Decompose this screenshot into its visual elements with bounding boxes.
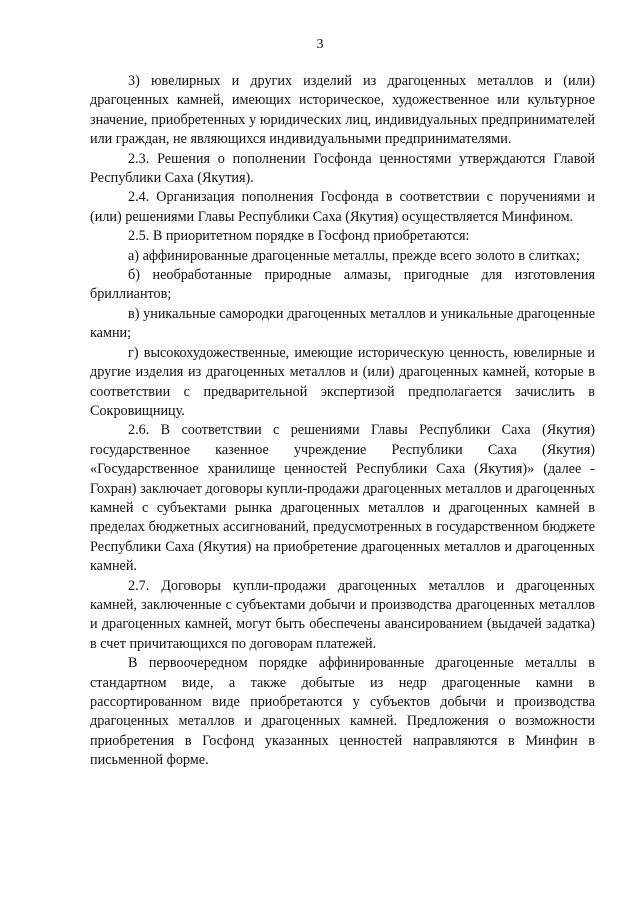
paragraph-2-6: 2.6. В соответствии с решениями Главы Республики Саха (Якутия) государственное казенное учреждение Республики Саха (Якутия) «Государственное хранилище ценностей Республики Саха (Якутия)» (далее - Гохран) заключает договоры купли-продажи драгоценных металлов и драгоценных камней с субъектами рынка драгоценных металлов и драгоценных камней в пределах бюджетных ассигнований, предусмотренных в государственном бюджете Республики Саха (Якутия) на приобретение драгоценных металлов и драгоценных камней. <box>90 422 595 575</box>
list-item-v: в) уникальные самородки драгоценных металлов и уникальные драгоценные камни; <box>90 305 595 342</box>
paragraph-2-3: 2.3. Решения о пополнении Госфонда ценностями утверждаются Главой Республики Саха (Якутия). <box>90 150 595 187</box>
list-item-b: б) необработанные природные алмазы, пригодные для изготовления бриллиантов; <box>90 267 595 303</box>
paragraph-2-7: 2.7. Договоры купли-продажи драгоценных металлов и драгоценных камней, заключенные с субъектами добычи и производства драгоценных металлов и драгоценных камней, могут быть обеспечены авансированием (выдачей задатка) в счет причитающихся по договорам платежей. <box>90 577 595 652</box>
paragraph-priority-purchase: В первоочередном порядке аффинированные драгоценные металлы в стандартном виде, а также добытые из недр драгоценные камни в рассортированном виде приобретаются у субъектов добычи и производства драгоценных металлов и драгоценных камней. Предложения о возможности приобретения в Госфонд указанных ценностей направляются в Минфин в письменной форме. <box>90 655 595 769</box>
paragraph-2-4: 2.4. Организация пополнения Госфонда в соответствии с поручениями и (или) решениями Главы Республики Саха (Якутия) осуществляется Минфином. <box>90 189 595 225</box>
list-item-a: а) аффинированные драгоценные металлы, прежде всего золото в слитках; <box>128 247 580 264</box>
list-item-g: г) высокохудожественные, имеющие историческую ценность, ювелирные и другие изделия из драгоценных металлов и (или) драгоценных камней, которые в соответствии с предварительной экспертизой предполагается зачислить в Сокровищницу. <box>90 344 595 419</box>
document-body <box>90 72 595 771</box>
page-number: 3 <box>316 37 324 52</box>
paragraph-item-3: 3) ювелирных и других изделий из драгоценных металлов и (или) драгоценных камней, имеющих историческое, художественное или культурное значение, приобретенных у юридических лиц, индивидуальных предпринимателей или граждан, не являющихся индивидуальными предпринимателями. <box>90 73 595 148</box>
paragraph-2-5: 2.5. В приоритетном порядке в Госфонд приобретаются: <box>128 228 470 245</box>
